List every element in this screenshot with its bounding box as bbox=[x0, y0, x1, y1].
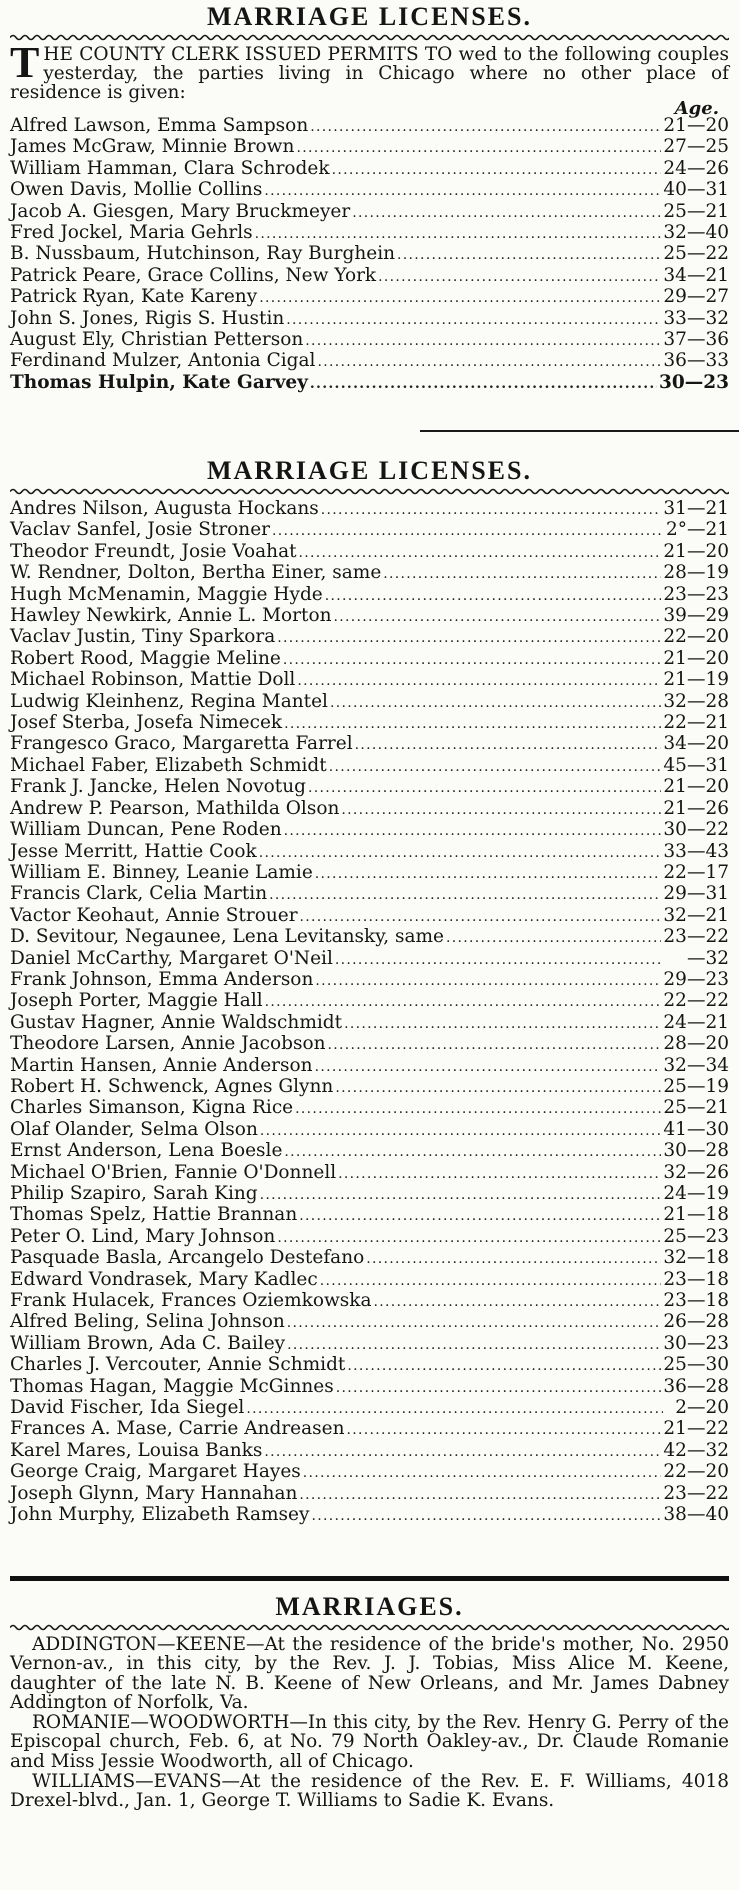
dot-leader bbox=[264, 182, 661, 201]
couple-names: Ludwig Kleinhenz, Regina Mantel bbox=[10, 690, 328, 712]
couple-ages: 34—21 bbox=[663, 264, 729, 286]
couple-names: Frangesco Graco, Margaretta Farrel bbox=[10, 733, 353, 755]
couple-names: Michael Faber, Elizabeth Schmidt bbox=[10, 754, 327, 776]
couple-names: Peter O. Lind, Mary Johnson bbox=[10, 1225, 276, 1247]
dot-leader bbox=[311, 1507, 661, 1526]
couple-ages: 32—40 bbox=[663, 222, 729, 244]
wavy-rule-2 bbox=[10, 487, 729, 496]
couple-names: Edward Vondrasek, Mary Kadlec bbox=[10, 1268, 318, 1290]
dot-leader bbox=[295, 1100, 661, 1119]
dot-leader bbox=[330, 694, 661, 713]
license-row bbox=[10, 1077, 729, 1098]
couple-ages: 39—29 bbox=[663, 605, 729, 627]
couple-ages: 23—22 bbox=[663, 926, 729, 948]
couple-ages: 31—21 bbox=[663, 498, 729, 519]
couple-ages: 41—30 bbox=[663, 1118, 729, 1140]
license-row bbox=[10, 756, 729, 777]
dot-leader bbox=[347, 1421, 662, 1440]
license-row bbox=[10, 949, 729, 970]
dot-leader bbox=[259, 844, 662, 863]
couple-names: Karel Mares, Louisa Banks bbox=[10, 1439, 263, 1461]
couple-ages: 40—31 bbox=[663, 179, 729, 201]
couple-names: Charles Simanson, Kigna Rice bbox=[10, 1097, 294, 1119]
license-row bbox=[10, 1163, 729, 1184]
license-row bbox=[10, 202, 729, 223]
couple-ages: 32—21 bbox=[663, 904, 729, 926]
license-row bbox=[10, 884, 729, 905]
couple-ages: 22—20 bbox=[663, 1461, 729, 1483]
couple-names: Pasquade Basla, Arcangelo Destefano bbox=[10, 1247, 365, 1269]
couple-ages: 21—22 bbox=[663, 1418, 729, 1440]
couple-ages: 30—23 bbox=[663, 1332, 729, 1354]
couple-names: Jesse Merritt, Hattie Cook bbox=[10, 840, 257, 862]
dot-leader bbox=[264, 1443, 661, 1462]
license-row bbox=[10, 649, 729, 670]
license-row bbox=[10, 1248, 729, 1269]
license-row bbox=[10, 266, 729, 287]
couple-names: John S. Jones, Rigis S. Hustin bbox=[10, 307, 285, 329]
couple-names: Vaclav Justin, Tiny Sparkora bbox=[10, 626, 276, 648]
couple-names: Hawley Newkirk, Annie L. Morton bbox=[10, 605, 332, 627]
license-row bbox=[10, 1419, 729, 1440]
notice-names: ROMANIE—WOODWORTH— bbox=[32, 1712, 308, 1734]
marriages-section bbox=[10, 1592, 729, 1812]
dot-leader bbox=[383, 565, 661, 584]
couple-ages: 24—19 bbox=[663, 1183, 729, 1204]
couple-names: Alfred Beling, Selina Johnson bbox=[10, 1311, 285, 1333]
dot-leader bbox=[283, 651, 662, 670]
license-row bbox=[10, 970, 729, 991]
couple-ages: 2°—21 bbox=[665, 519, 729, 541]
license-row bbox=[10, 1462, 729, 1483]
couple-names: Fred Jockel, Maria Gehrls bbox=[10, 222, 253, 244]
dot-leader bbox=[329, 758, 662, 777]
license-row bbox=[10, 116, 729, 137]
dot-leader bbox=[336, 1379, 662, 1398]
dot-leader bbox=[310, 118, 661, 137]
marriage-notice bbox=[10, 1713, 729, 1771]
license-row bbox=[10, 223, 729, 244]
license-row bbox=[10, 1355, 729, 1376]
license-row bbox=[10, 627, 729, 648]
dot-leader bbox=[277, 1229, 661, 1248]
couple-names: Olaf Olander, Selma Olson bbox=[10, 1118, 258, 1140]
couple-names: Francis Clark, Celia Martin bbox=[10, 883, 268, 905]
dot-leader bbox=[341, 801, 661, 820]
dot-leader bbox=[344, 1015, 661, 1034]
couple-ages: 32—28 bbox=[663, 690, 729, 712]
dot-leader bbox=[265, 993, 662, 1012]
couple-ages: 29—27 bbox=[663, 286, 729, 308]
couple-names: William Brown, Ada C. Bailey bbox=[10, 1332, 286, 1354]
dot-leader bbox=[335, 951, 663, 970]
couple-ages: 24—26 bbox=[663, 157, 729, 179]
couple-ages: 28—19 bbox=[663, 562, 729, 584]
license-row bbox=[10, 1013, 729, 1034]
license-row bbox=[10, 670, 729, 691]
couple-ages: 33—43 bbox=[663, 840, 729, 862]
couple-ages: 26—28 bbox=[663, 1311, 729, 1333]
couple-names: James McGraw, Minnie Brown bbox=[10, 136, 295, 158]
couple-names: Ernst Anderson, Lena Boesle bbox=[10, 1140, 283, 1162]
couple-ages: 32—18 bbox=[663, 1247, 729, 1269]
license-row bbox=[10, 606, 729, 627]
couple-ages: 29—31 bbox=[663, 883, 729, 905]
couple-names: Josef Sterba, Josefa Nimecek bbox=[10, 712, 283, 734]
dot-leader bbox=[446, 929, 661, 948]
couple-ages: 25—22 bbox=[663, 243, 729, 265]
couple-names: Patrick Ryan, Kate Kareny bbox=[10, 286, 258, 308]
couple-names: Joseph Porter, Maggie Hall bbox=[10, 990, 263, 1012]
couple-names: William Hamman, Clara Schrodek bbox=[10, 157, 330, 179]
dot-leader bbox=[355, 736, 662, 755]
license-row bbox=[10, 1398, 729, 1419]
couple-names: Frank Hulacek, Frances Oziemkowska bbox=[10, 1290, 372, 1312]
couple-names: Joseph Glynn, Mary Hannahan bbox=[10, 1482, 298, 1504]
license-row bbox=[10, 1441, 729, 1462]
license-row bbox=[10, 330, 729, 351]
license-row bbox=[10, 287, 729, 308]
dot-leader bbox=[352, 204, 661, 223]
couple-names: John Murphy, Elizabeth Ramsey bbox=[10, 1504, 310, 1526]
couple-names: Robert H. Schwenck, Agnes Glynn bbox=[10, 1075, 334, 1097]
couple-ages: 21—20 bbox=[663, 540, 729, 562]
couple-names: William E. Binney, Leanie Lamie bbox=[10, 861, 313, 883]
dot-leader bbox=[296, 139, 661, 158]
couple-ages: 21—20 bbox=[663, 647, 729, 669]
age-column-header: Age. bbox=[674, 98, 719, 119]
couple-names: W. Rendner, Dolton, Bertha Einer, same bbox=[10, 562, 382, 584]
dot-leader bbox=[259, 289, 661, 308]
dot-leader bbox=[299, 1207, 661, 1226]
couple-ages: 25—30 bbox=[663, 1354, 729, 1376]
marriage-licenses-section-2 bbox=[10, 456, 729, 1527]
couple-ages: —32 bbox=[686, 947, 729, 969]
couple-names: Robert Rood, Maggie Meline bbox=[10, 647, 281, 669]
couple-names: Michael O'Brien, Fannie O'Donnell bbox=[10, 1161, 337, 1183]
section-1-intro bbox=[10, 38, 729, 103]
section-1-title: MARRIAGE LICENSES. bbox=[207, 2, 532, 31]
dot-leader bbox=[332, 161, 662, 180]
couple-ages: 22—21 bbox=[663, 712, 729, 734]
couple-ages: 37—36 bbox=[663, 329, 729, 351]
couple-ages: 32—34 bbox=[663, 1054, 729, 1076]
couple-names: Martin Hansen, Annie Anderson bbox=[10, 1054, 313, 1076]
dot-leader bbox=[255, 225, 662, 244]
dot-leader bbox=[287, 1314, 662, 1333]
couple-names: Michael Robinson, Mattie Doll bbox=[10, 669, 296, 691]
couple-names: Frances A. Mase, Carrie Andreasen bbox=[10, 1418, 345, 1440]
couple-ages: 30—23 bbox=[659, 371, 729, 393]
couple-names: August Ely, Christian Petterson bbox=[10, 329, 304, 351]
license-row bbox=[10, 309, 729, 330]
license-row bbox=[10, 1184, 729, 1205]
couple-ages: 23—18 bbox=[663, 1290, 729, 1312]
couple-ages: 21—19 bbox=[663, 669, 729, 691]
dot-leader bbox=[347, 1357, 661, 1376]
license-row bbox=[10, 1141, 729, 1162]
section-2-title: MARRIAGE LICENSES. bbox=[207, 456, 532, 485]
couple-ages: 21—20 bbox=[663, 776, 729, 798]
couple-ages: 23—22 bbox=[663, 1482, 729, 1504]
couple-ages: 34—20 bbox=[663, 733, 729, 755]
dot-leader bbox=[315, 1058, 662, 1077]
couple-ages: 23—23 bbox=[663, 583, 729, 605]
license-row bbox=[10, 927, 729, 948]
dot-leader bbox=[260, 1122, 662, 1141]
couple-names: Frank J. Jancke, Helen Novotug bbox=[10, 776, 306, 798]
couple-names: Jacob A. Giesgen, Mary Bruckmeyer bbox=[10, 200, 351, 222]
couple-names: Theodore Larsen, Annie Jacobson bbox=[10, 1033, 326, 1055]
couple-ages: 22—17 bbox=[663, 861, 729, 883]
license-row bbox=[10, 799, 729, 820]
couple-names: Hugh McMenamin, Maggie Hyde bbox=[10, 583, 323, 605]
dot-leader bbox=[269, 886, 661, 905]
dot-leader bbox=[317, 353, 661, 372]
dot-leader bbox=[299, 1486, 661, 1505]
wavy-rule-3 bbox=[10, 1623, 729, 1632]
couple-ages: 24—21 bbox=[663, 1011, 729, 1033]
notice-body: At the residence of the bride's mother, No. 2950 Vernon-av., in this city, by the Rev. J. J. Tobias, Miss Alice M. Keene, daughter of the late N. B. Keene of New Orleans, and Mr. James Dabney Addington of Norfolk, Va. bbox=[10, 1634, 729, 1713]
license-row bbox=[10, 734, 729, 755]
license-row bbox=[10, 137, 729, 158]
marriage-notice bbox=[10, 1772, 729, 1811]
dot-leader bbox=[284, 715, 661, 734]
drop-cap: T bbox=[10, 38, 40, 87]
license-row bbox=[10, 1056, 729, 1077]
dot-leader bbox=[287, 1336, 661, 1355]
couple-names: Vactor Keohaut, Annie Strouer bbox=[10, 904, 298, 926]
couple-ages: 21—18 bbox=[663, 1204, 729, 1226]
license-row bbox=[10, 1484, 729, 1505]
notice-body: In this city, by the Rev. Henry G. Perry of the Episcopal church, Feb. 6, at No. 79 North Oakley-av., Dr. Claude Romanie and Miss Jessie Woodworth, all of Chicago. bbox=[10, 1712, 729, 1772]
license-row bbox=[10, 373, 729, 394]
couple-ages: 36—33 bbox=[663, 350, 729, 372]
couple-ages: 42—32 bbox=[663, 1439, 729, 1461]
wavy-rule-1 bbox=[10, 33, 729, 42]
marriage-notice bbox=[10, 1635, 729, 1712]
notice-body: At the residence of the Rev. E. F. Williams, 4018 Drexel-blvd., Jan. 1, George T. Williams to Sadie K. Evans. bbox=[10, 1771, 729, 1812]
dot-leader bbox=[335, 1079, 661, 1098]
dot-leader bbox=[272, 522, 663, 541]
license-row bbox=[10, 563, 729, 584]
dot-leader bbox=[246, 1400, 663, 1419]
couple-names: George Craig, Margaret Hayes bbox=[10, 1461, 301, 1483]
couple-names: William Duncan, Pene Roden bbox=[10, 819, 282, 841]
couple-ages: 36—28 bbox=[663, 1375, 729, 1397]
dot-leader bbox=[321, 501, 662, 520]
short-divider-rule bbox=[420, 430, 739, 432]
marriage-notices bbox=[10, 1635, 729, 1811]
couple-ages: 30—22 bbox=[663, 819, 729, 841]
couple-ages: 27—25 bbox=[663, 136, 729, 158]
couple-ages: 38—40 bbox=[663, 1504, 729, 1526]
license-row bbox=[10, 1270, 729, 1291]
dot-leader bbox=[378, 268, 661, 287]
couple-names: B. Nussbaum, Hutchinson, Ray Burghein bbox=[10, 243, 396, 265]
dot-leader bbox=[320, 1272, 662, 1291]
license-list-2 bbox=[10, 499, 729, 1527]
license-row bbox=[10, 180, 729, 201]
couple-names: Thomas Hagan, Maggie McGinnes bbox=[10, 1375, 334, 1397]
couple-ages: 25—21 bbox=[663, 200, 729, 222]
dot-leader bbox=[297, 672, 661, 691]
couple-ages: 23—18 bbox=[663, 1268, 729, 1290]
couple-ages: 22—22 bbox=[663, 990, 729, 1012]
license-row bbox=[10, 1377, 729, 1398]
couple-ages: 30—28 bbox=[663, 1140, 729, 1162]
couple-names: David Fischer, Ida Siegel bbox=[10, 1397, 245, 1419]
license-row bbox=[10, 1334, 729, 1355]
license-row bbox=[10, 499, 729, 520]
couple-names: Patrick Peare, Grace Collins, New York bbox=[10, 264, 377, 286]
license-row bbox=[10, 520, 729, 541]
couple-names: Thomas Hulpin, Kate Garvey bbox=[10, 371, 308, 393]
license-row bbox=[10, 906, 729, 927]
couple-ages: 29—23 bbox=[663, 968, 729, 990]
dot-leader bbox=[310, 375, 657, 394]
couple-ages: 25—21 bbox=[663, 1097, 729, 1119]
couple-ages: 32—26 bbox=[663, 1161, 729, 1183]
dot-leader bbox=[328, 1036, 662, 1055]
dot-leader bbox=[300, 908, 662, 927]
license-row bbox=[10, 585, 729, 606]
couple-names: Andres Nilson, Augusta Hockans bbox=[10, 498, 319, 519]
couple-names: Andrew P. Pearson, Mathilda Olson bbox=[10, 797, 340, 819]
dot-leader bbox=[338, 1165, 661, 1184]
couple-names: D. Sevitour, Negaunee, Lena Levitansky, same bbox=[10, 926, 444, 948]
dot-leader bbox=[374, 1293, 662, 1312]
license-row bbox=[10, 1505, 729, 1526]
couple-ages: 21—20 bbox=[663, 115, 729, 136]
couple-ages: 2—20 bbox=[675, 1397, 729, 1419]
dot-leader bbox=[305, 332, 661, 351]
license-row bbox=[10, 1205, 729, 1226]
dot-leader bbox=[397, 246, 661, 265]
couple-ages: 25—19 bbox=[663, 1075, 729, 1097]
license-row bbox=[10, 244, 729, 265]
license-row bbox=[10, 820, 729, 841]
license-row bbox=[10, 351, 729, 372]
couple-names: Philip Szapiro, Sarah King bbox=[10, 1183, 258, 1204]
license-row bbox=[10, 1098, 729, 1119]
license-row bbox=[10, 863, 729, 884]
notice-names: ADDINGTON—KEENE— bbox=[32, 1634, 265, 1655]
intro-text: HE COUNTY CLERK ISSUED PERMITS TO wed to the following couples yesterday, the parties living in Chicago where no other place of residence is given: bbox=[10, 44, 729, 103]
license-row bbox=[10, 777, 729, 798]
dot-leader bbox=[284, 1143, 661, 1162]
couple-names: Frank Johnson, Emma Anderson bbox=[10, 968, 314, 990]
dot-leader bbox=[303, 1464, 662, 1483]
license-row bbox=[10, 1227, 729, 1248]
license-row bbox=[10, 991, 729, 1012]
license-row bbox=[10, 842, 729, 863]
dot-leader bbox=[334, 608, 662, 627]
license-row bbox=[10, 1034, 729, 1055]
couple-ages: 22—20 bbox=[663, 626, 729, 648]
couple-ages: 28—20 bbox=[663, 1033, 729, 1055]
couple-names: Charles J. Vercouter, Annie Schmidt bbox=[10, 1354, 346, 1376]
license-row bbox=[10, 542, 729, 563]
couple-names: Gustav Hagner, Annie Waldschmidt bbox=[10, 1011, 343, 1033]
dot-leader bbox=[325, 587, 662, 606]
couple-ages: 33—32 bbox=[663, 307, 729, 329]
license-row bbox=[10, 713, 729, 734]
couple-names: Alfred Lawson, Emma Sampson bbox=[10, 115, 309, 136]
couple-names: Ferdinand Mulzer, Antonia Cigal bbox=[10, 350, 316, 372]
couple-ages: 45—31 bbox=[663, 754, 729, 776]
license-row bbox=[10, 1312, 729, 1333]
couple-names: Theodor Freundt, Josie Voahat bbox=[10, 540, 297, 562]
dot-leader bbox=[260, 1186, 662, 1205]
license-row bbox=[10, 1291, 729, 1312]
section-3-title: MARRIAGES. bbox=[275, 1592, 464, 1621]
couple-ages: 25—23 bbox=[663, 1225, 729, 1247]
dot-leader bbox=[284, 822, 662, 841]
license-list-1 bbox=[10, 116, 729, 394]
couple-names: Thomas Spelz, Hattie Brannan bbox=[10, 1204, 298, 1226]
dot-leader bbox=[277, 629, 661, 648]
thick-divider-rule bbox=[10, 1576, 729, 1581]
dot-leader bbox=[366, 1250, 661, 1269]
dot-leader bbox=[299, 544, 662, 563]
dot-leader bbox=[286, 311, 661, 330]
dot-leader bbox=[315, 972, 661, 991]
couple-names: Owen Davis, Mollie Collins bbox=[10, 179, 263, 201]
marriage-licenses-section-1 bbox=[10, 2, 729, 394]
notice-names: WILLIAMS—EVANS— bbox=[32, 1771, 241, 1793]
dot-leader bbox=[315, 865, 662, 884]
couple-names: Vaclav Sanfel, Josie Stroner bbox=[10, 519, 271, 541]
dot-leader bbox=[308, 779, 661, 798]
couple-ages: 21—26 bbox=[663, 797, 729, 819]
license-row bbox=[10, 1120, 729, 1141]
license-row bbox=[10, 159, 729, 180]
license-row bbox=[10, 692, 729, 713]
couple-names: Daniel McCarthy, Margaret O'Neil bbox=[10, 947, 333, 969]
